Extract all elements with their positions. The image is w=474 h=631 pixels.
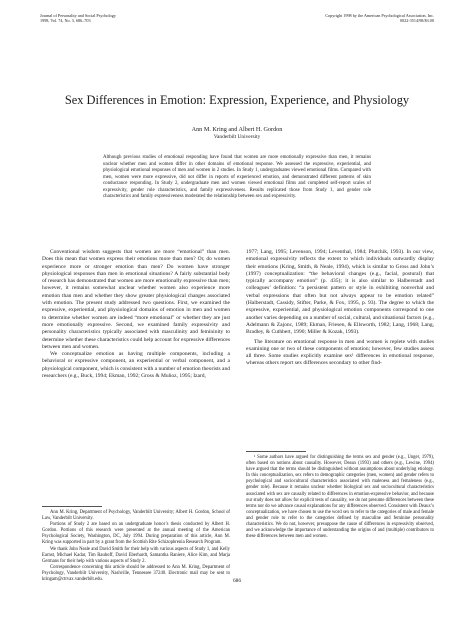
author-note-paragraph: Portions of Study 2 are based on an undergraduate honor’s thesis conducted by Albert H. Gordon. Portions of this research were presented at the annual meeting of the American Psychological Society, Washington, DC, July 1994. During preparation of this article, Ann M. Kring was supported in part by a grant from the Scottish Rite Schizophrenia Research Program. xyxy=(42,522,230,546)
copyright-header xyxy=(325,13,434,23)
body-paragraph: The literature on emotional response in men and women is replete with studies examining one or two of these components of emotion; however, few studies assess all three. Some studies explicitly examine sex¹ differences in emotional response, whereas others report sex differences secondary to other find- xyxy=(246,338,434,367)
body-column-right xyxy=(246,249,434,368)
article-affiliation: Vanderbilt University xyxy=(213,134,261,140)
footnote-rule xyxy=(42,506,102,507)
footnote xyxy=(246,455,434,540)
article-authors: Ann M. Kring and Albert H. Gordon xyxy=(191,126,283,133)
journal-header xyxy=(40,13,116,23)
body-column-left xyxy=(42,249,230,380)
author-note-paragraph: Correspondence concerning this article should be addressed to Ann M. Kring, Department of Psychology, Vanderbilt University, Nashville, Tennessee 37240. Electronic mail may be sent to kringam@ctrvax.vanderbilt.edu. xyxy=(42,564,230,583)
journal-volume: 1998, Vol. 74, No. 3, 686–703 xyxy=(40,18,91,24)
author-note-paragraph: Ann M. Kring, Department of Psychology, Vanderbilt University; Albert H. Gordon, School of Law, Vanderbilt University. xyxy=(42,510,230,522)
footnote-text: ¹ Some authors have argued for distinguishing the terms sex and gender (e.g., Unger, 1979), often based on notions about causality. However, Deaux (1993) and others (e.g., Lewine, 1994) have argued that the terms should be distinguished without assumptions about underlying etiology. In this conceptualization, sex refers to demographic categories (men, women) and gender refers to psychological and sociocultural characteristics associated with maleness and femaleness (e.g., gender role). Because it remains unclear whether biological sex and sociocultural characteristics associated with sex are causally related to differences in emotion-expressive behavior, and because our study does not allow for explicit tests of causality, we do not presume differences between these terms nor do we advance causal explanations for any differences observed. Consistent with Deaux’s conceptualization, we have chosen to use the word sex to refer to the categories of male and female and gender role to refer to the categories defined by masculine and feminine personality characteristics. We do not, however, presuppose the cause of differences in expressivity observed, and we acknowledge the importance of understanding the origins of and (multiple) contributors to these differences between men and women. xyxy=(246,455,434,540)
body-paragraph: Conventional wisdom suggests that women are more “emotional” than men. Does this mean that women express their emotions more than men? Or, do women experience more or stronger emotion than men? Do women have stronger physiological responses than men in emotional situations? A fairly substantial body of research has demonstrated that women are more emotionally expressive than men; however, it remains somewhat unclear whether women also experience more emotion than men and whether they show greater physiological changes associated with emotion. The present study addressed two questions. First, we examined the expressive, experiential, and physiological domains of emotion in men and women to determine whether women are indeed “more emotional” or whether they are just more emotionally expressive. Second, we examined family expressivity and personality characteristics typically associated with masculinity and femininity to determine whether these characteristics could help account for expressive differences between men and women. xyxy=(42,249,230,350)
abstract: Although previous studies of emotional responding have found that women are more emotionally expressive than men, it remains unclear whether men and women differ in other domains of emotional response. We assessed the expressive, experiential, and physiological emotional responses of men and women in 2 studies. In Study 1, undergraduates viewed emotional films. Compared with men, women were more expressive, did not differ in reports of experienced emotion, and demonstrated different patterns of skin conductance responding. In Study 2, undergraduate men and women viewed emotional films and completed self-report scales of expressivity, gender role characteristics, and family expressiveness. Results replicated those from Study 1, and gender role characteristics and family expressiveness moderated the relationship between sex and expressivity. xyxy=(103,155,371,199)
footnote-rule xyxy=(246,451,306,452)
author-note xyxy=(42,510,230,583)
body-paragraph: We conceptualize emotion as having multiple components, including a behavioral or expressive component, an experiential or verbal component, and a physiological component, which is consistent with a number of emotion theorists and researchers (e.g., Buck, 1994; Ekman, 1992; Gross & Muñoz, 1995; Izard, xyxy=(42,351,230,380)
copyright-line: Copyright 1998 by the American Psychological Association, Inc. xyxy=(325,13,434,18)
journal-name: Journal of Personality and Social Psychology xyxy=(40,13,116,18)
page-number: 686 xyxy=(232,578,242,584)
body-paragraph: 1977; Lang, 1995; Levenson, 1994; Leventhal, 1984; Plutchik, 1993). In our view, emotional expressivity reflects the extent to which individuals outwardly display their emotions (Kring, Smith, & Neale, 1994), which is similar to Gross and John’s (1997) conceptualization: “the behavioral changes (e.g., facial, postural) that typically accompany emotion” (p. 435); it is also similar to Halberstadt and colleagues’ definition: “a persistent pattern or style in exhibiting nonverbal and verbal expressions that often but not always appear to be emotion related” (Halberstadt, Cassidy, Stifter, Parke, & Fox, 1995, p. 93). The degree to which the expressive, experiential, and physiological emotion components correspond to one another varies depending on a number of social, cultural, and situational factors (e.g., Adelmann & Zajonc, 1989; Ekman, Friesen, & Ellsworth, 1982; Lang, 1968; Lang, Bradley, & Cuthbert, 1990; Miller & Kozak, 1993). xyxy=(246,249,434,336)
article-title: Sex Differences in Emotion: Expression, Experience, and Physiology xyxy=(64,93,410,107)
issn-line: 0022-3514/98/$3.00 xyxy=(399,18,434,24)
author-note-paragraph: We thank John Neale and David Smith for their help with various aspects of Study 1, and Kelly Earnst, Michael Kadar, Tim Rauhoff, David Eberhardt, Samantha Raniere, Alice Kim, and Marja Germans for their help with various aspects of Study 2. xyxy=(42,546,230,564)
